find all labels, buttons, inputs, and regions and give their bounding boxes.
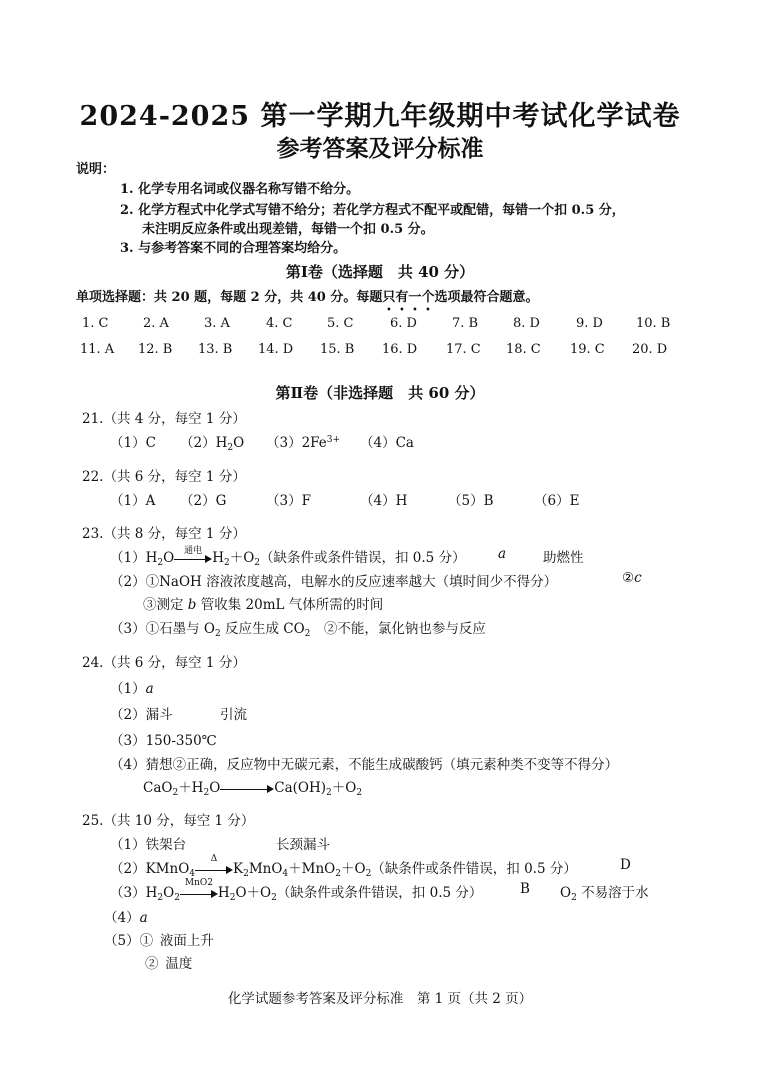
reaction-arrow: MnO2 (180, 885, 218, 899)
reaction-arrow: 通电 (174, 550, 212, 564)
q22-heading: 22.（共 6 分，每空 1 分） (82, 469, 246, 485)
q25-heading: 25.（共 10 分，每空 1 分） (82, 813, 255, 829)
q25-answer-3b: B (520, 881, 530, 897)
mc-answer: 9. D (576, 316, 603, 331)
q24-answer-1: （1）a (110, 681, 154, 697)
q25-answer-4: （4）a (104, 910, 148, 926)
q22-answer: （5）B (448, 493, 494, 509)
q23-answer-2: （2）①NaOH 溶液浓度越高，电解水的反应速率越大（填时间少不得分） (110, 574, 558, 590)
mc-answer: 17. C (446, 342, 481, 357)
q24-answer-2b: 引流 (220, 707, 247, 723)
q22-answer: （2）G (180, 493, 227, 509)
mc-answer: 20. D (632, 342, 668, 357)
notes-heading: 说明： (76, 162, 116, 177)
note-item: 1. 化学专用名词或仪器名称写错不给分。 (120, 182, 360, 197)
q21-answer-1: （1）C (110, 435, 156, 451)
note-item: 3. 与参考答案不同的合理答案均给分。 (120, 241, 347, 256)
q25-answer-2d: D (620, 857, 631, 873)
mc-answer: 14. D (258, 342, 294, 357)
page-footer: 化学试题参考答案及评分标准 第 1 页（共 2 页） (227, 991, 533, 1007)
section1-title: 第Ⅰ卷（选择题 共 40 分） (285, 263, 475, 281)
mc-answer: 1. C (82, 316, 109, 331)
q25-answer-3c: $O_2$ 不易溶于水 (560, 885, 649, 903)
q24-answer-2: （2）漏斗 (110, 707, 173, 723)
q23-answer-2c: ②c (622, 570, 642, 586)
q24-answer-3: （3）150-350℃ (110, 733, 217, 749)
q22-answer: （3）F (266, 493, 311, 509)
section1-instruction: 单项选择题：共 20 题，每题 2 分，共 40 分。每题只有一个选项最符合题意。 (76, 290, 539, 305)
mc-answer: 5. C (327, 316, 354, 331)
mc-answer: 3. A (204, 316, 230, 331)
q23-answer-combustion: 助燃性 (543, 550, 584, 566)
reaction-arrow: Δ (195, 861, 233, 875)
mc-answer: 12. B (138, 342, 173, 357)
q23-heading: 23.（共 8 分，每空 1 分） (82, 526, 246, 542)
mc-answer: 6. D (390, 316, 417, 331)
mc-answer: 7. B (452, 316, 479, 331)
q24-heading: 24.（共 6 分，每空 1 分） (82, 655, 246, 671)
mc-answer: 11. A (80, 342, 115, 357)
q23-answer-3: （3）①石墨与 $O_2$ 反应生成 $CO_2$ ②不能，氯化钠也参与反应 (110, 621, 486, 639)
q25-equation-3: $(3)H_2O_2$ MnO2 $H_2O+O_2$（缺条件或条件错误，扣 0.5 分） (110, 878, 483, 903)
q23-answer-2-3: ③测定 b 管收集 20mL 气体所需的时间 (143, 597, 384, 613)
q21-answer-2: $(2)H_2O$ (180, 435, 245, 453)
q21-answer-3: $(3)2Fe^{3+}$ (266, 435, 341, 451)
mc-answer: 10. B (636, 316, 671, 331)
mc-answer: 16. D (382, 342, 418, 357)
q23-equation: $(1)H_2O$ 通电 $H_2+O_2$（缺条件或条件错误，扣 0.5 分） (110, 546, 466, 568)
q25-equation-2: （2）KMnO$_4$ Δ $K_2MnO_4+MnO_2+O_2$（缺条件或条件错误，扣 0.5 分） (110, 854, 577, 879)
q25-answer-1b: 长颈漏斗 (276, 837, 330, 853)
q25-answer-6: ② 温度 (145, 956, 193, 972)
reaction-arrow (220, 780, 274, 794)
page-subtitle: 参考答案及评分标准 (276, 135, 484, 162)
mc-answer: 18. C (506, 342, 541, 357)
mc-answer: 13. B (198, 342, 233, 357)
q24-answer-4: （4）猜想②正确，反应物中无碳元素，不能生成碳酸钙（填元素种类不变等不得分） (110, 757, 619, 773)
mc-answer: 2. A (143, 316, 169, 331)
q22-answer: （1）A (110, 493, 156, 509)
mc-answer: 19. C (570, 342, 605, 357)
note-item: 2. 化学方程式中化学式写错不给分；若化学方程式不配平或配错，每错一个扣 0.5 分， (120, 203, 625, 218)
q21-heading: 21.（共 4 分，每空 1 分） (82, 411, 246, 427)
q22-answer: （4）H (360, 493, 408, 509)
q21-answer-4: （4）Ca (360, 435, 414, 451)
q22-answer: （6）E (534, 493, 580, 509)
mc-answer: 8. D (513, 316, 540, 331)
q25-answer-1: （1）铁架台 (110, 837, 187, 853)
mc-answer: 15. B (320, 342, 355, 357)
mc-answer: 4. C (266, 316, 293, 331)
section2-title: 第Ⅱ卷（非选择题 共 60 分） (275, 384, 485, 402)
page-title: 2024-2025 第一学期九年级期中考试化学试卷 (79, 101, 681, 132)
note-item: 未注明反应条件或出现差错，每错一个扣 0.5 分。 (142, 222, 434, 237)
q25-answer-5: （5）① 液面上升 (104, 933, 214, 949)
q24-equation: $CaO_2+H_2O$ $Ca(OH)_2+O_2$ (143, 780, 363, 798)
q23-answer-a: a (498, 546, 507, 562)
